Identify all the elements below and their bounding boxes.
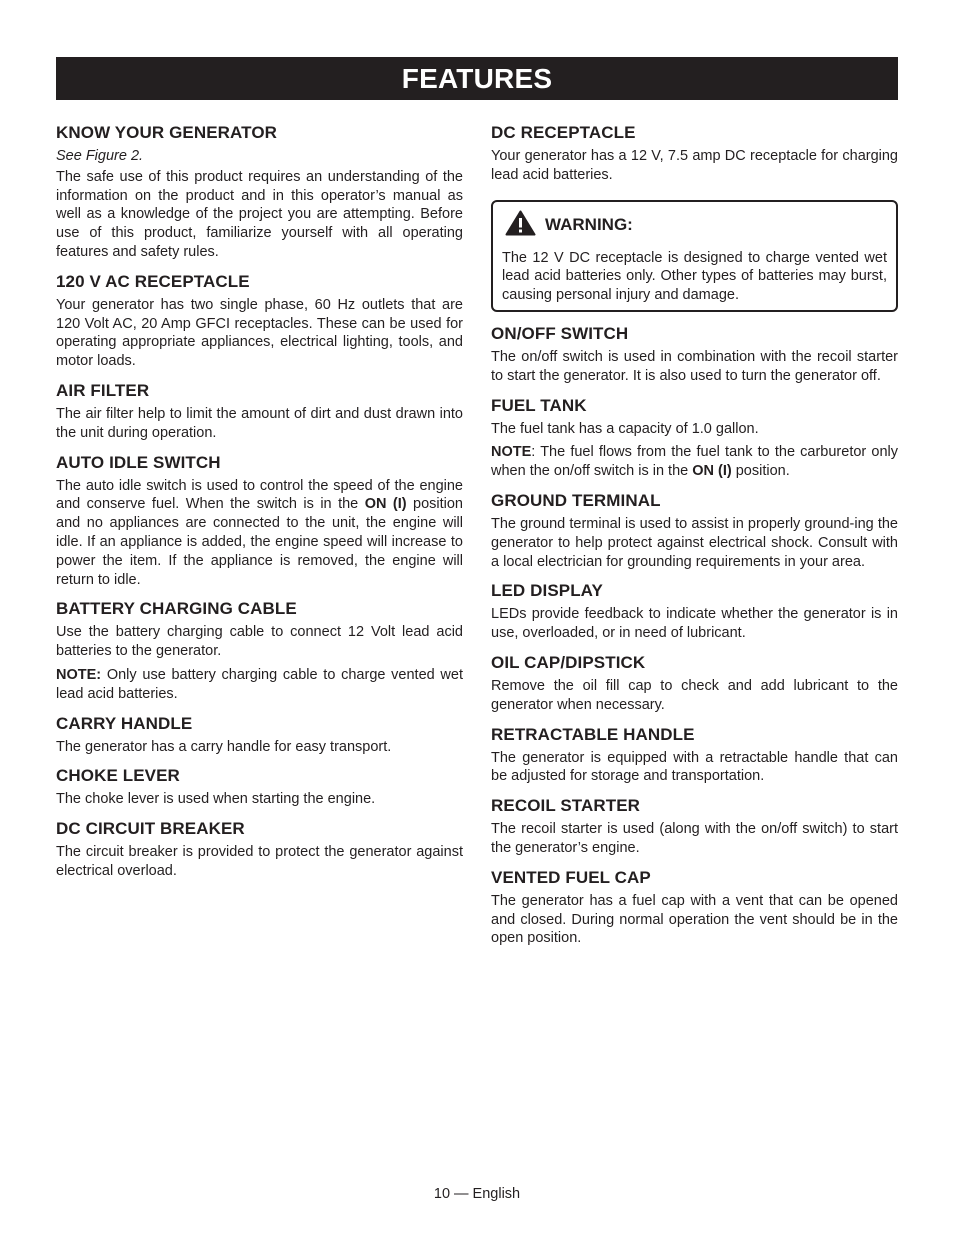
section-body: Use the battery charging cable to connect 12 Volt lead acid batteries to the generator. <box>56 624 463 660</box>
section-recoil-starter <box>491 795 898 858</box>
section-auto-idle-switch <box>56 452 463 590</box>
section-heading: LED DISPLAY <box>491 581 603 601</box>
left-column <box>56 122 463 890</box>
section-heading: OIL CAP/DIPSTICK <box>491 652 646 672</box>
section-retractable-handle <box>491 724 898 787</box>
section-heading: ON/OFF SWITCH <box>491 323 629 343</box>
section-body: The recoil starter is used (along with the on/off switch) to start the generator’s engine. <box>491 821 898 856</box>
warning-box <box>491 200 898 312</box>
section-body: The generator has a carry handle for easy transport. <box>56 738 392 755</box>
section-know-your-generator <box>56 122 463 262</box>
section-heading: AUTO IDLE SWITCH <box>56 452 221 472</box>
section-body: Your generator has a 12 V, 7.5 amp DC receptacle for charging lead acid batteries. <box>491 148 898 183</box>
body-text: The auto idle switch is used to control the speed of the engine and conserve fuel. When the switch is in the <box>56 477 463 513</box>
section-heading: RECOIL STARTER <box>491 796 641 816</box>
section-body: Remove the oil fill cap to check and add lubricant to the generator when necessary. <box>491 677 898 713</box>
section-choke-lever <box>56 765 463 809</box>
section-fuel-tank <box>491 395 898 481</box>
section-heading: CARRY HANDLE <box>56 713 193 733</box>
body-text: position and no appliances are connected to the unit, the engine will idle. If an appliance is added, the engine speed will increase to power the item. If the appliance is removed, the engine will return to idle. <box>56 496 464 588</box>
figure-reference: See Figure 2. <box>56 148 144 164</box>
warning-header <box>505 210 887 241</box>
section-carry-handle <box>56 713 463 757</box>
section-heading: KNOW YOUR GENERATOR <box>56 123 278 142</box>
section-body: The safe use of this product requires an understanding of the information on the product and in this operator’s manual as well as a knowledge of the project you are attempting. Before use of this product, familiarize yourself with all operating features and safety rules. <box>56 168 463 260</box>
section-dc-receptacle <box>491 122 898 185</box>
note-label: NOTE <box>491 444 532 461</box>
section-heading: BATTERY CHARGING CABLE <box>56 599 297 619</box>
warning-triangle-icon <box>505 210 536 241</box>
page-footer: 10 — English <box>433 1186 521 1202</box>
section-oil-cap-dipstick <box>491 652 898 715</box>
bold-term: ON (I) <box>692 463 732 480</box>
note-text: : The fuel flows from the fuel tank to the carburetor only when the on/off switch is in the <box>491 444 898 480</box>
section-heading: DC RECEPTACLE <box>491 123 636 142</box>
section-body: The ground terminal is used to assist in properly ground-ing the generator to help protect against electrical shock. Consult with a local electrician for grounding requirements in your area. <box>491 515 898 570</box>
section-body: The choke lever is used when starting the engine. <box>56 791 376 808</box>
section-body: Your generator has two single phase, 60 Hz outlets that are 120 Volt AC, 20 Amp GFCI receptacles. These can be used for operating appropriate appliances, electrical lighting, tools, and motor loads. <box>56 296 463 370</box>
warning-body: The 12 V DC receptacle is designed to charge vented wet lead acid batteries only. Other types of batteries may burst, causing personal injury and damage. <box>502 249 887 304</box>
section-body: The circuit breaker is provided to protect the generator against electrical overload. <box>56 844 463 879</box>
right-column <box>491 122 898 957</box>
section-heading: CHOKE LEVER <box>56 766 180 786</box>
section-body: The fuel tank has a capacity of 1.0 gallon. <box>491 420 759 437</box>
section-air-filter <box>56 380 463 443</box>
bold-term: ON (I) <box>364 496 407 513</box>
warning-heading: WARNING: <box>545 215 633 235</box>
section-heading: FUEL TANK <box>491 395 587 415</box>
section-battery-charging-cable <box>56 598 463 703</box>
section-heading: 120 V AC RECEPTACLE <box>56 271 250 291</box>
section-heading: GROUND TERMINAL <box>491 490 661 510</box>
section-ground-terminal <box>491 490 898 571</box>
section-on-off-switch <box>491 323 898 386</box>
section-heading: DC CIRCUIT BREAKER <box>56 819 245 839</box>
section-body: The air filter help to limit the amount of dirt and dust drawn into the unit during operation. <box>56 405 463 441</box>
note-text: position. <box>731 463 790 480</box>
section-body: The generator is equipped with a retractable handle that can be adjusted for storage and transportation. <box>491 749 898 785</box>
section-heading: AIR FILTER <box>56 380 150 400</box>
note-label: NOTE: <box>56 666 102 683</box>
section-body: The on/off switch is used in combination with the recoil starter to start the generator. It is also used to turn the generator off. <box>491 348 898 384</box>
section-body: LEDs provide feedback to indicate whether the generator is in use, overloaded, or in need of lubricant. <box>491 606 898 642</box>
section-note <box>491 443 898 481</box>
section-body: The generator has a fuel cap with a vent that can be opened and closed. During normal operation the vent should be in the open position. <box>491 892 898 947</box>
section-note <box>56 666 463 704</box>
note-text: Only use battery charging cable to charge vented wet lead acid batteries. <box>56 666 463 702</box>
section-heading: RETRACTABLE HANDLE <box>491 724 695 744</box>
section-heading: VENTED FUEL CAP <box>491 867 651 887</box>
section-led-display <box>491 580 898 643</box>
section-body <box>56 477 463 590</box>
section-ac-receptacle <box>56 271 463 371</box>
section-dc-circuit-breaker <box>56 818 463 881</box>
page-title: FEATURES <box>56 57 898 100</box>
section-vented-fuel-cap <box>491 867 898 948</box>
